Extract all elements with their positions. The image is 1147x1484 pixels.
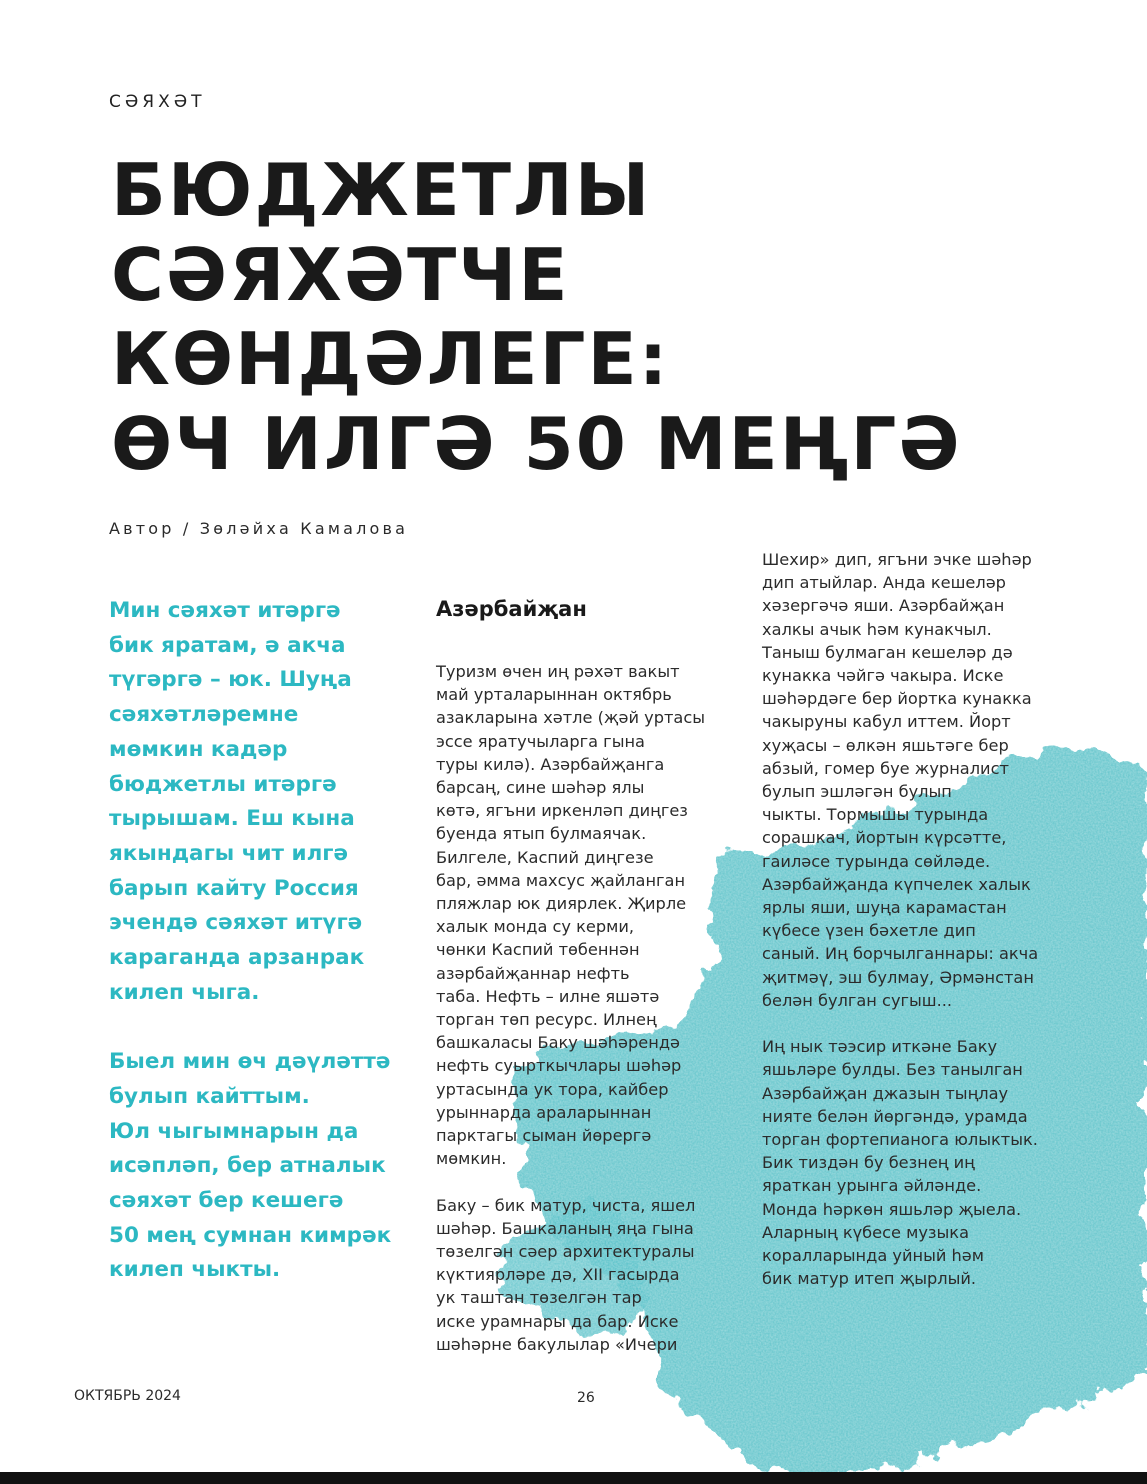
text-line: Юл чыгымнарын да <box>109 1118 359 1144</box>
body-paragraph <box>762 1035 1038 1290</box>
text-line: урыннарда араларыннан <box>436 1102 652 1122</box>
text-line: бик матур итеп җырлый. <box>762 1269 977 1289</box>
text-line: азакларына хәтле (җәй уртасы <box>436 708 706 728</box>
text-line: чыкты. Тормышы турында <box>762 805 989 825</box>
text-line: 50 мең сумнан кимрәк <box>109 1222 392 1248</box>
text-line: барып кайту Россия <box>109 875 359 901</box>
text-line: белән булган сугыш... <box>762 990 953 1010</box>
text-line: чөнки Каспий төбеннән <box>436 940 640 960</box>
body-paragraph <box>436 1194 705 1356</box>
article-title <box>111 148 962 486</box>
text-line: сәяхәт бер кешегә <box>109 1187 344 1213</box>
text-line: халык монда су керми, <box>436 917 635 937</box>
section-heading: Азәрбайҗан <box>436 597 587 621</box>
text-line: абзый, гомер буе журналист <box>762 758 1009 778</box>
text-line: саный. Иң борчылганнары: акча <box>762 944 1039 964</box>
text-line: эчендә сәяхәт итүгә <box>109 910 363 936</box>
title-line: БЮДЖЕТЛЫ <box>111 148 652 232</box>
text-line: булып эшләгән булып <box>762 782 952 802</box>
body-paragraph <box>436 660 705 1170</box>
article-column-2 <box>762 548 1038 1314</box>
title-line: СӘЯХӘТЧЕ <box>111 232 570 317</box>
text-line: туры килә). Азәрбайҗанга <box>436 754 665 774</box>
text-line: азәрбайҗаннар нефть <box>436 963 630 983</box>
body-paragraph <box>762 548 1038 1012</box>
text-line: ярлы яши, шуңа карамастан <box>762 898 1007 918</box>
text-line: түгәргә – юк. Шуңа <box>109 667 352 693</box>
text-line: күктиярләре дә, XII гасырда <box>436 1265 680 1285</box>
text-line: бар, әмма махсус җайланган <box>436 870 686 890</box>
text-line: нияте белән йөргәндә, урамда <box>762 1106 1028 1126</box>
text-line: Шехир» дип, ягъни эчке шәһәр <box>762 550 1032 569</box>
text-line: Баку – бик матур, чиста, яшел <box>436 1195 696 1215</box>
text-line: иске урамнары да бар. Иске <box>436 1311 679 1331</box>
author-byline: Автор / Зөләйха Камалова <box>109 519 409 538</box>
page-number: 26 <box>577 1390 595 1406</box>
text-line: торган төп ресурс. Илнең <box>436 1010 657 1030</box>
text-line: төзелгән сәер архитектуралы <box>436 1242 695 1262</box>
text-line: күбесе үзен бәхетле дип <box>762 921 976 941</box>
text-line: шәһәрдәге бер йортка кунакка <box>762 689 1032 709</box>
lead-paragraph <box>109 594 429 1010</box>
text-line: яшьләре булды. Без танылган <box>762 1060 1023 1080</box>
text-line: Билгеле, Каспий диңгезе <box>436 847 654 867</box>
text-line: коралларында уйный һәм <box>762 1246 984 1266</box>
text-line: Азәрбайҗан джазын тыңлау <box>762 1083 1009 1103</box>
text-line: Азәрбайҗанда күпчелек халык <box>762 874 1031 894</box>
text-line: сәяхәтләремне <box>109 702 299 728</box>
text-line: булып кайттым. <box>109 1083 310 1109</box>
text-line: башкаласы Баку шәһәрендә <box>436 1033 680 1053</box>
text-line: халкы ачык һәм кунакчыл. <box>762 619 992 639</box>
text-line: Мин сәяхәт итәргә <box>109 598 341 623</box>
text-line: Аларның күбесе музыка <box>762 1222 969 1242</box>
text-line: ук таштан төзелгән тар <box>436 1288 642 1308</box>
text-line: чакыруны кабул иттем. Йорт <box>762 712 1011 732</box>
text-line: таба. Нефть – илне яшәтә <box>436 986 660 1006</box>
text-line: хуҗасы – өлкән яшьтәге бер <box>762 735 1009 755</box>
text-line: пляжлар юк диярлек. Җирле <box>436 894 687 914</box>
footer-date: ОКТЯБРЬ 2024 <box>74 1388 181 1404</box>
text-line: нефть суырткычлары шәһәр <box>436 1056 682 1076</box>
text-line: дип атыйлар. Анда кешеләр <box>762 573 1006 593</box>
text-line: Быел мин өч дәүләттә <box>109 1049 391 1075</box>
text-line: җитмәү, эш булмау, Әрмәнстан <box>762 967 1034 987</box>
text-line: килеп чыга. <box>109 979 260 1005</box>
text-line: Туризм өчен иң рәхәт вакыт <box>436 662 680 681</box>
text-line: мөмкин. <box>436 1149 507 1169</box>
text-line: торган фортепианога юлыктык. <box>762 1130 1038 1150</box>
text-line: яраткан урынга әйләнде. <box>762 1176 982 1196</box>
text-line: якындагы чит илгә <box>109 840 349 866</box>
lead-text <box>109 594 429 1323</box>
title-line: КӨНДӘЛЕГЕ: <box>111 317 670 401</box>
bottom-bar <box>0 1472 1147 1484</box>
text-line: мөмкин кадәр <box>109 736 288 762</box>
text-line: шәһәр. Башкаланың яңа гына <box>436 1218 694 1238</box>
lead-paragraph <box>109 1045 429 1288</box>
text-line: Таныш булмаган кешеләр дә <box>762 642 1013 662</box>
text-line: исәпләп, бер атналык <box>109 1153 386 1179</box>
text-line: килеп чыкты. <box>109 1257 281 1283</box>
text-line: гаиләсе турында сөйләде. <box>762 851 991 871</box>
text-line: хәзергәчә яши. Азәрбайҗан <box>762 596 1005 616</box>
text-line: тырышам. Еш кына <box>109 806 355 832</box>
text-line: май урталарыннан октябрь <box>436 685 672 705</box>
text-line: көтә, ягъни иркенләп диңгез <box>436 801 688 821</box>
text-line: сорашкач, йортын күрсәтте, <box>762 828 1007 848</box>
text-line: Бик тиздән бу безнең иң <box>762 1153 975 1173</box>
text-line: Монда һәркөн яшьләр җыела. <box>762 1199 1022 1219</box>
text-line: буенда ятып булмаячак. <box>436 824 647 844</box>
text-line: шәһәрне бакулылар «Ичери <box>436 1334 678 1354</box>
text-line: караганда арзанрак <box>109 945 365 971</box>
text-line: парктагы сыман йөрергә <box>436 1126 652 1146</box>
text-line: барсаң, сине шәһәр ялы <box>436 778 645 798</box>
article-column-1 <box>436 660 705 1379</box>
text-line: уртасында ук тора, кайбер <box>436 1079 669 1099</box>
text-line: Иң нык тәэсир иткәне Баку <box>762 1037 998 1057</box>
title-line: ӨЧ ИЛГӘ 50 МЕҢГӘ <box>111 401 962 486</box>
text-line: кунакка чәйгә чакыра. Иске <box>762 666 1004 686</box>
text-line: бик яратам, ә акча <box>109 632 346 658</box>
text-line: бюджетлы итәргә <box>109 771 337 797</box>
section-label: СӘЯХӘТ <box>109 92 206 112</box>
text-line: эссе яратучыларга гына <box>436 731 645 751</box>
